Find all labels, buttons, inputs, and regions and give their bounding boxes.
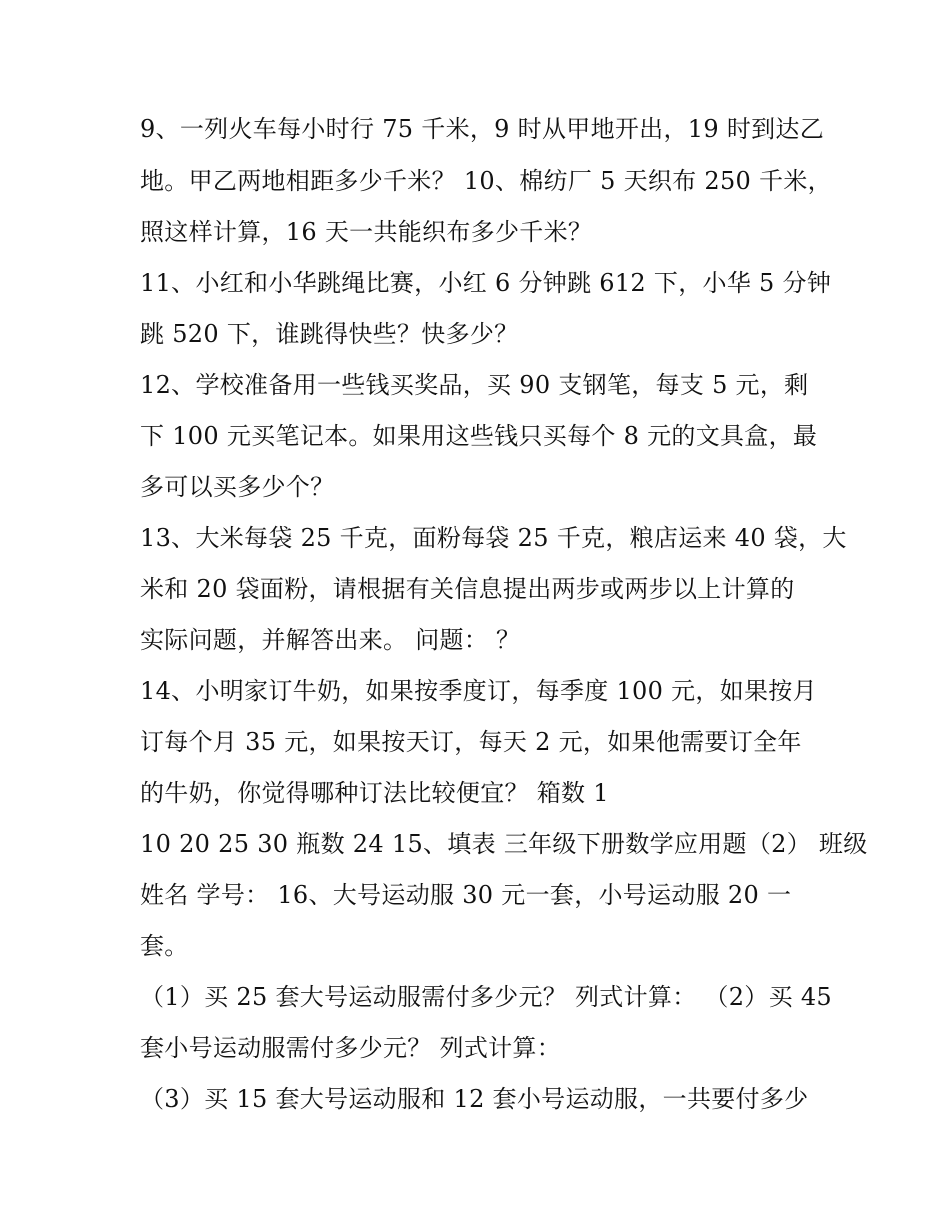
text-line: 12、学校准备用一些钱买奖品，买 90 支钢笔，每支 5 元，剩 (140, 371, 809, 399)
text-line: （3）买 15 套大号运动服和 12 套小号运动服，一共要付多少 (140, 1085, 809, 1113)
text-line: （1）买 25 套大号运动服需付多少元？ 列式计算： （2）买 45 (140, 983, 832, 1011)
text-line: 的牛奶，你觉得哪种订法比较便宜？ 箱数 1 (140, 779, 609, 807)
text-line: 9、一列火车每小时行 75 千米，9 时从甲地开出，19 时到达乙 (140, 115, 825, 143)
text-line: 11、小红和小华跳绳比赛，小红 6 分钟跳 612 下，小华 5 分钟 (140, 269, 832, 297)
text-line: 订每个月 35 元，如果按天订，每天 2 元，如果他需要订全年 (140, 728, 802, 756)
text-line: 姓名 学号： 16、大号运动服 30 元一套，小号运动服 20 一 (140, 881, 792, 909)
text-line: 跳 520 下，谁跳得快些？快多少？ (140, 320, 519, 348)
text-line: 套小号运动服需付多少元？ 列式计算： (140, 1034, 562, 1062)
text-line: 米和 20 袋面粉，请根据有关信息提出两步或两步以上计算的 (140, 575, 795, 603)
text-line: 下 100 元买笔记本。如果用这些钱只买每个 8 元的文具盒，最 (140, 422, 818, 450)
text-line: 实际问题，并解答出来。 问题： ？ (140, 626, 521, 654)
text-line: 多可以买多少个？ (140, 473, 335, 501)
text-line: 套。 (140, 932, 189, 960)
text-line: 14、小明家订牛奶，如果按季度订，每季度 100 元，如果按月 (140, 677, 817, 705)
text-line: 13、大米每袋 25 千克，面粉每袋 25 千克，粮店运来 40 袋，大 (140, 524, 847, 552)
text-line: 10 20 25 30 瓶数 24 15、填表 三年级下册数学应用题（2） 班级 (140, 830, 868, 858)
text-line: 地。甲乙两地相距多少千米？ 10、棉纺厂 5 天织布 250 千米， (140, 167, 832, 195)
text-line: 照这样计算，16 天一共能织布多少千米？ (140, 218, 593, 246)
